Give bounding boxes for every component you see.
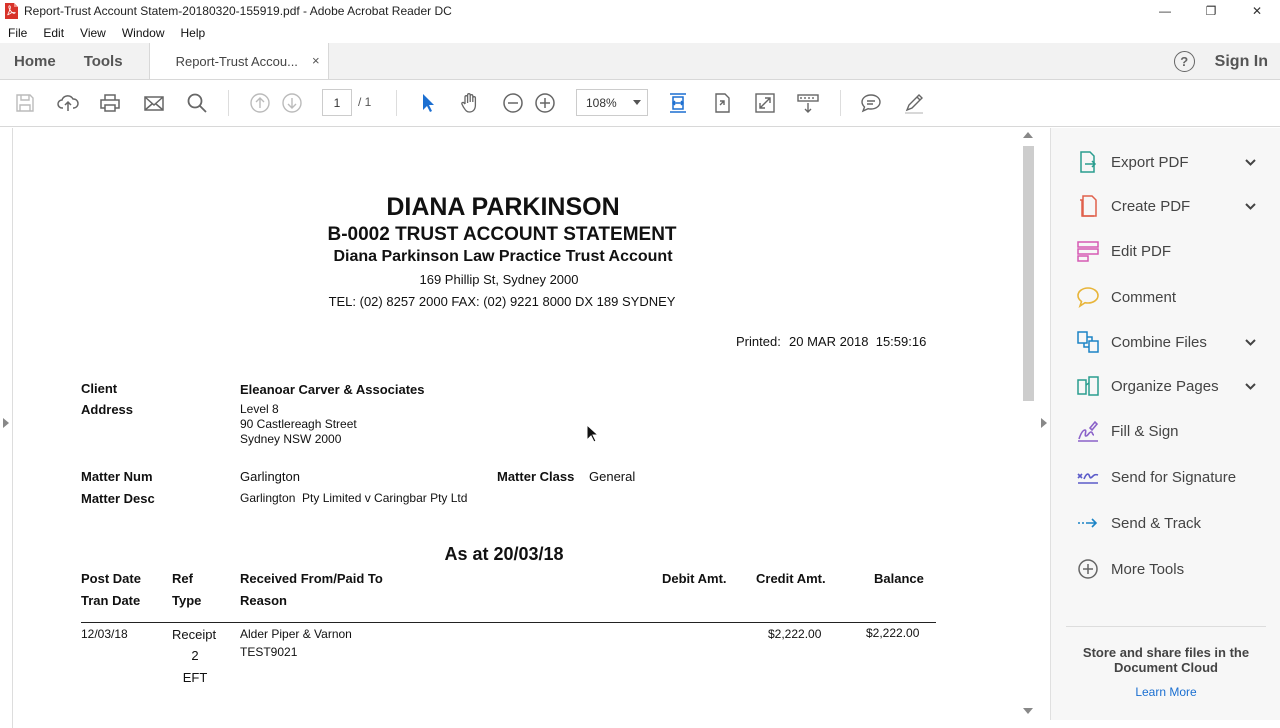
rotate-page-icon[interactable]	[710, 91, 734, 115]
tool-fill-sign[interactable]	[1051, 415, 1280, 447]
row-type: EFT	[182, 670, 208, 685]
minimize-button[interactable]: —	[1159, 4, 1171, 18]
menu-window[interactable]: Window	[121, 25, 165, 40]
row-ref-num: 2	[191, 648, 199, 663]
zoom-level-dropdown[interactable]	[576, 89, 648, 116]
close-button[interactable]: ✕	[1251, 4, 1263, 18]
col-type: Type	[172, 593, 202, 608]
row-reason: TEST9021	[240, 645, 298, 659]
row-credit: $2,222.00	[768, 627, 822, 641]
tool-comment[interactable]	[1051, 281, 1280, 313]
tool-label: Edit PDF	[1111, 242, 1172, 260]
scroll-mode-icon[interactable]	[796, 91, 820, 115]
menu-help[interactable]: Help	[180, 25, 206, 40]
row-ref: Receipt	[172, 627, 217, 642]
zoom-out-icon[interactable]	[501, 91, 525, 115]
close-tab-icon[interactable]: ×	[311, 53, 320, 68]
chevron-down-icon[interactable]	[1244, 200, 1257, 213]
full-screen-icon[interactable]	[753, 91, 777, 115]
tab-document[interactable]	[149, 43, 329, 79]
toolbar-divider	[396, 90, 397, 116]
col-tran-date: Tran Date	[81, 593, 141, 608]
col-received: Received From/Paid To	[240, 571, 383, 586]
previous-page-icon[interactable]	[248, 91, 272, 115]
address-line: Level 8	[240, 402, 279, 416]
tool-label: More Tools	[1111, 560, 1185, 578]
nav-tab-bar	[0, 43, 1280, 80]
doc-account-name: Diana Parkinson Law Practice Trust Account	[333, 248, 673, 265]
tool-send-track[interactable]	[1051, 507, 1280, 539]
document-tab-label: Report-Trust Accou...	[175, 53, 298, 69]
matter-desc-value: Garlington Pty Limited v Caringbar Pty Ltd	[240, 491, 468, 505]
menu-bar	[0, 22, 1280, 43]
send-signature-icon	[1076, 465, 1100, 489]
zoom-level-value: 108%	[586, 95, 617, 110]
save-icon[interactable]	[13, 91, 37, 115]
title-bar	[0, 0, 1280, 22]
scroll-up-icon[interactable]	[1023, 132, 1033, 138]
cloud-promo-line: Document Cloud	[1114, 660, 1218, 675]
chevron-down-icon	[633, 100, 641, 105]
tool-label: Organize Pages	[1111, 377, 1219, 395]
cloud-promo-title	[1066, 645, 1266, 675]
col-ref: Ref	[172, 571, 193, 586]
vertical-scrollbar[interactable]	[1020, 128, 1036, 720]
tool-more-tools[interactable]	[1051, 553, 1280, 585]
document-cloud-promo	[1066, 626, 1266, 699]
matter-desc-label: Matter Desc	[81, 491, 155, 506]
tool-edit-pdf[interactable]	[1051, 235, 1280, 267]
combine-files-icon	[1076, 330, 1100, 354]
learn-more-link[interactable]: Learn More	[1135, 685, 1197, 699]
edit-pdf-icon	[1076, 239, 1100, 263]
toolbar-divider	[840, 90, 841, 116]
create-pdf-icon	[1076, 194, 1100, 218]
doc-contact: TEL: (02) 8257 2000 FAX: (02) 9221 8000 DX 189 SYDNEY	[328, 294, 676, 309]
organize-pages-icon	[1076, 374, 1100, 398]
cloud-promo-line: Store and share files in the	[1082, 645, 1250, 660]
as-at-heading: As at 20/03/18	[444, 544, 564, 564]
tool-label: Send for Signature	[1111, 468, 1237, 486]
fit-page-icon[interactable]	[666, 91, 690, 115]
next-page-icon[interactable]	[280, 91, 304, 115]
address-label: Address	[81, 402, 134, 417]
tool-label: Create PDF	[1111, 197, 1191, 215]
doc-statement-title: B-0002 TRUST ACCOUNT STATEMENT	[327, 224, 677, 245]
maximize-button[interactable]: ❐	[1205, 4, 1217, 18]
sign-in-button[interactable]: Sign In	[1214, 52, 1268, 70]
col-post-date: Post Date	[81, 571, 141, 586]
chevron-down-icon[interactable]	[1244, 156, 1257, 169]
select-cursor-icon[interactable]	[415, 91, 439, 115]
scroll-down-icon[interactable]	[1023, 708, 1033, 714]
client-label: Client	[81, 381, 118, 396]
help-icon[interactable]: ?	[1174, 51, 1195, 72]
window-title: Report-Trust Account Statem-20180320-155919.pdf - Adobe Acrobat Reader DC	[24, 4, 452, 18]
matter-class-value: General	[589, 469, 636, 484]
tool-export-pdf[interactable]	[1051, 146, 1280, 178]
comment-icon	[1076, 285, 1100, 309]
export-pdf-icon	[1076, 150, 1100, 174]
tool-create-pdf[interactable]	[1051, 190, 1280, 222]
row-post-date: 12/03/18	[81, 627, 128, 641]
col-reason: Reason	[240, 593, 287, 608]
menu-view[interactable]: View	[80, 25, 106, 40]
col-balance: Balance	[874, 571, 924, 586]
matter-num-label: Matter Num	[81, 469, 153, 484]
printed-value: 20 MAR 2018 15:59:16	[789, 334, 927, 349]
mouse-cursor-icon	[586, 424, 598, 444]
fill-sign-icon	[1076, 419, 1100, 443]
send-track-icon	[1076, 511, 1100, 535]
doc-address: 169 Phillip St, Sydney 2000	[419, 272, 579, 287]
acrobat-logo-icon	[4, 3, 18, 19]
tab-tools[interactable]: Tools	[83, 52, 123, 70]
more-tools-icon	[1076, 557, 1100, 581]
toolbar-divider	[228, 90, 229, 116]
address-line: 90 Castlereagh Street	[240, 417, 357, 431]
comment-tool-icon[interactable]	[859, 91, 883, 115]
doc-heading-name: DIANA PARKINSON	[386, 193, 620, 221]
page-number-input[interactable]: 1	[322, 89, 352, 116]
address-line: Sydney NSW 2000	[240, 432, 342, 446]
tool-label: Fill & Sign	[1111, 422, 1179, 440]
collapse-right-pane-icon[interactable]	[1041, 418, 1047, 428]
search-icon[interactable]	[185, 91, 209, 115]
highlight-pen-icon[interactable]	[902, 91, 926, 115]
table-header-rule	[81, 622, 936, 623]
zoom-in-icon[interactable]	[533, 91, 557, 115]
print-icon[interactable]	[98, 91, 122, 115]
tool-label: Export PDF	[1111, 153, 1189, 171]
email-icon[interactable]	[142, 91, 166, 115]
matter-class-label: Matter Class	[497, 469, 575, 484]
col-debit: Debit Amt.	[662, 571, 727, 586]
tool-label: Combine Files	[1111, 333, 1207, 351]
chevron-down-icon[interactable]	[1244, 336, 1257, 349]
tab-home[interactable]: Home	[14, 52, 56, 70]
menu-edit[interactable]: Edit	[43, 25, 65, 40]
printed-label: Printed:	[736, 334, 781, 349]
menu-file[interactable]: File	[8, 25, 28, 40]
tool-combine-files[interactable]	[1051, 326, 1280, 358]
chevron-down-icon[interactable]	[1244, 380, 1257, 393]
page-total: / 1	[358, 95, 372, 109]
expand-left-pane-icon[interactable]	[3, 418, 9, 428]
hand-tool-icon[interactable]	[458, 91, 482, 115]
matter-num-value: Garlington	[240, 469, 300, 484]
tool-label: Send & Track	[1111, 514, 1202, 532]
row-received: Alder Piper & Varnon	[240, 627, 352, 641]
tool-organize-pages[interactable]	[1051, 370, 1280, 402]
row-balance: $2,222.00	[866, 626, 920, 640]
col-credit: Credit Amt.	[756, 571, 826, 586]
tool-label: Comment	[1111, 288, 1177, 306]
scroll-thumb[interactable]	[1023, 146, 1034, 401]
tool-send-for-signature[interactable]	[1051, 461, 1280, 493]
upload-cloud-icon[interactable]	[56, 91, 80, 115]
client-value: Eleanoar Carver & Associates	[240, 382, 425, 397]
